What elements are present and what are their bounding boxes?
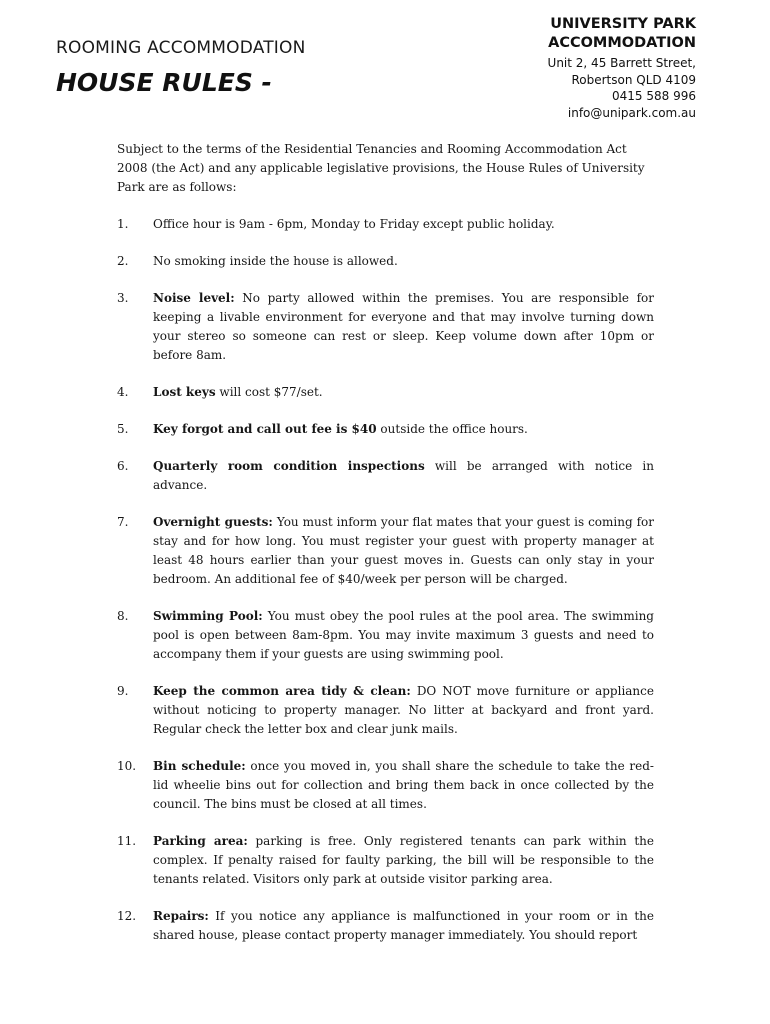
rule-description: No smoking inside the house is allowed. bbox=[153, 254, 398, 268]
rule-description: No party allowed within the premises. You are responsible for keeping a livable environment for everyone and that may involve turning down your stereo so someone can rest or sleep. Keep volume down after 10pm or before 8am. bbox=[153, 291, 655, 362]
page-title: HOUSE RULES - bbox=[56, 68, 272, 97]
rule-heading: Bin schedule: bbox=[153, 759, 246, 773]
rule-text bbox=[153, 759, 654, 811]
rule-description: You must obey the pool rules at the pool area. The swimming pool is open between 8am-8pm. You may invite maximum 3 guests and need to accompany them if your guests are using swimming pool. bbox=[153, 609, 654, 661]
rule-number: 7. bbox=[117, 515, 129, 529]
rule-description: outside the office hours. bbox=[376, 422, 528, 436]
rule-item bbox=[117, 832, 654, 889]
rule-text bbox=[153, 422, 528, 436]
document-type: ROOMING ACCOMMODATION bbox=[56, 38, 306, 58]
rule-description: You must inform your flat mates that your guest is coming for stay and for how long. You must register your guest with property manager at least 48 hours earlier than your guest moves in. Guests can only stay in your bedroom. An additional fee of $40/week per person will be charged. bbox=[153, 515, 654, 586]
email-address: info@unipark.com.au bbox=[567, 105, 696, 120]
rule-item bbox=[117, 289, 654, 365]
rule-number: 8. bbox=[117, 609, 129, 623]
address-line2: Robertson QLD 4109 bbox=[571, 72, 696, 87]
rule-heading: Swimming Pool: bbox=[153, 609, 263, 623]
rule-number: 2. bbox=[117, 254, 129, 268]
rule-number: 12. bbox=[117, 909, 137, 923]
rule-heading: Repairs: bbox=[153, 909, 209, 923]
rules-body bbox=[117, 140, 654, 963]
rule-item bbox=[117, 607, 654, 664]
company-name-line2: ACCOMMODATION bbox=[548, 35, 696, 51]
rule-description: If you notice any appliance is malfunctioned in your room or in the shared house, please contact property manager immediately. You should report bbox=[153, 909, 654, 942]
rule-heading: Keep the common area tidy & clean: bbox=[153, 684, 411, 698]
rule-item bbox=[117, 457, 654, 495]
rule-description: Office hour is 9am - 6pm, Monday to Friday except public holiday. bbox=[153, 217, 555, 231]
rule-number: 10. bbox=[117, 759, 137, 773]
rule-heading: Overnight guests: bbox=[153, 515, 273, 529]
rule-description: parking is free. Only registered tenants can park within the complex. If penalty raised for faulty parking, the bill will be responsible to the tenants related. Visitors only park at outside visitor parking area. bbox=[153, 834, 655, 886]
address-line1: Unit 2, 45 Barrett Street, bbox=[547, 56, 696, 70]
rule-number: 6. bbox=[117, 459, 129, 473]
rule-text bbox=[153, 515, 654, 586]
rules-list bbox=[117, 215, 654, 945]
rule-item bbox=[117, 252, 654, 271]
rule-description: will be arranged with notice in advance. bbox=[153, 459, 655, 492]
rule-item bbox=[117, 215, 654, 234]
rule-number: 1. bbox=[117, 217, 129, 231]
rule-item bbox=[117, 682, 654, 739]
rule-item bbox=[117, 513, 654, 589]
rule-heading: Key forgot and call out fee is $40 bbox=[153, 422, 377, 436]
rule-number: 5. bbox=[117, 422, 129, 436]
rule-number: 4. bbox=[117, 385, 129, 399]
rule-text bbox=[153, 609, 654, 661]
rule-text bbox=[153, 684, 654, 736]
rule-text bbox=[153, 909, 654, 942]
rule-description: once you moved in, you shall share the schedule to take the red-lid wheelie bins out for collection and bring them back in once collected by the council. The bins must be closed at all times. bbox=[153, 759, 654, 811]
rule-description: DO NOT move furniture or appliance without noticing to property manager. No litter at backyard and front yard. Regular check the letter box and clear junk mails. bbox=[153, 684, 654, 736]
rule-text bbox=[153, 385, 323, 399]
rule-heading: Parking area: bbox=[153, 834, 248, 848]
rule-text bbox=[153, 217, 555, 231]
phone-number: 0415 588 996 bbox=[612, 89, 696, 103]
rule-heading: Lost keys bbox=[153, 385, 216, 399]
rule-item bbox=[117, 420, 654, 439]
company-name-line1: UNIVERSITY PARK bbox=[550, 16, 696, 32]
company-details bbox=[548, 15, 696, 121]
rule-text bbox=[153, 291, 654, 362]
rule-number: 9. bbox=[117, 684, 129, 698]
rule-text bbox=[153, 834, 654, 886]
rule-heading: Quarterly room condition inspections bbox=[153, 459, 425, 473]
rule-number: 3. bbox=[117, 291, 129, 305]
rule-item bbox=[117, 383, 654, 402]
rule-description: will cost $77/set. bbox=[215, 385, 323, 399]
rule-item bbox=[117, 757, 654, 814]
rule-item bbox=[117, 907, 654, 945]
rule-text bbox=[153, 254, 398, 268]
rule-number: 11. bbox=[117, 834, 137, 848]
intro-paragraph: Subject to the terms of the Residential Tenancies and Rooming Accommodation Act 2008 (the Act) and any applicable legislative provisions, the House Rules of University Park are as follows: bbox=[117, 142, 645, 194]
rule-text bbox=[153, 459, 654, 492]
rule-heading: Noise level: bbox=[153, 291, 235, 305]
